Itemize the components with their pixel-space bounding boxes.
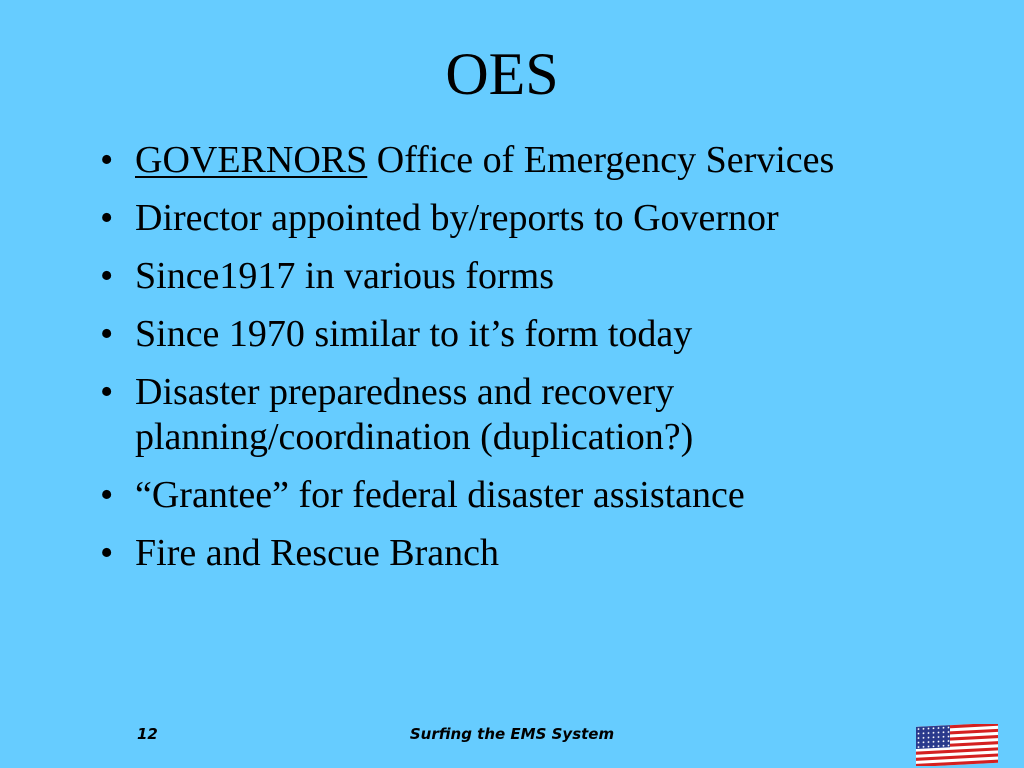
bullet-text: Since1917 in various forms bbox=[135, 255, 555, 297]
bullet-text: Disaster preparedness and recovery planning/coordination (duplication?) bbox=[135, 371, 694, 458]
bullet-dot-icon: • bbox=[100, 139, 114, 181]
bullet-text: “Grantee” for federal disaster assistance bbox=[135, 474, 745, 516]
bullet-dot-icon: • bbox=[100, 255, 114, 297]
bullet-dot-icon: • bbox=[100, 313, 114, 355]
bullet-text: Since 1970 similar to it’s form today bbox=[135, 313, 693, 355]
bullet-text: Office of Emergency Services bbox=[367, 139, 835, 181]
bullet-item bbox=[100, 138, 980, 183]
footer-caption: Surfing the EMS System bbox=[409, 725, 615, 743]
bullet-item bbox=[100, 196, 980, 241]
bullet-underlined-text: GOVERNORS bbox=[135, 139, 368, 181]
bullet-item bbox=[100, 254, 980, 299]
bullet-dot-icon: • bbox=[100, 371, 114, 413]
bullet-item bbox=[100, 312, 980, 357]
bullet-dot-icon: • bbox=[100, 474, 114, 516]
bullet-text: Director appointed by/reports to Governor bbox=[135, 197, 779, 239]
bullet-dot-icon: • bbox=[100, 197, 114, 239]
slide-number: 12 bbox=[137, 725, 158, 743]
bullet-dot-icon: • bbox=[100, 532, 114, 574]
slide-title: OES bbox=[445, 41, 559, 107]
bullet-list bbox=[100, 138, 980, 589]
us-flag-icon bbox=[916, 724, 998, 766]
bullet-text: Fire and Rescue Branch bbox=[135, 532, 500, 574]
bullet-item bbox=[100, 473, 980, 518]
bullet-item bbox=[100, 370, 980, 460]
bullet-item bbox=[100, 531, 980, 576]
